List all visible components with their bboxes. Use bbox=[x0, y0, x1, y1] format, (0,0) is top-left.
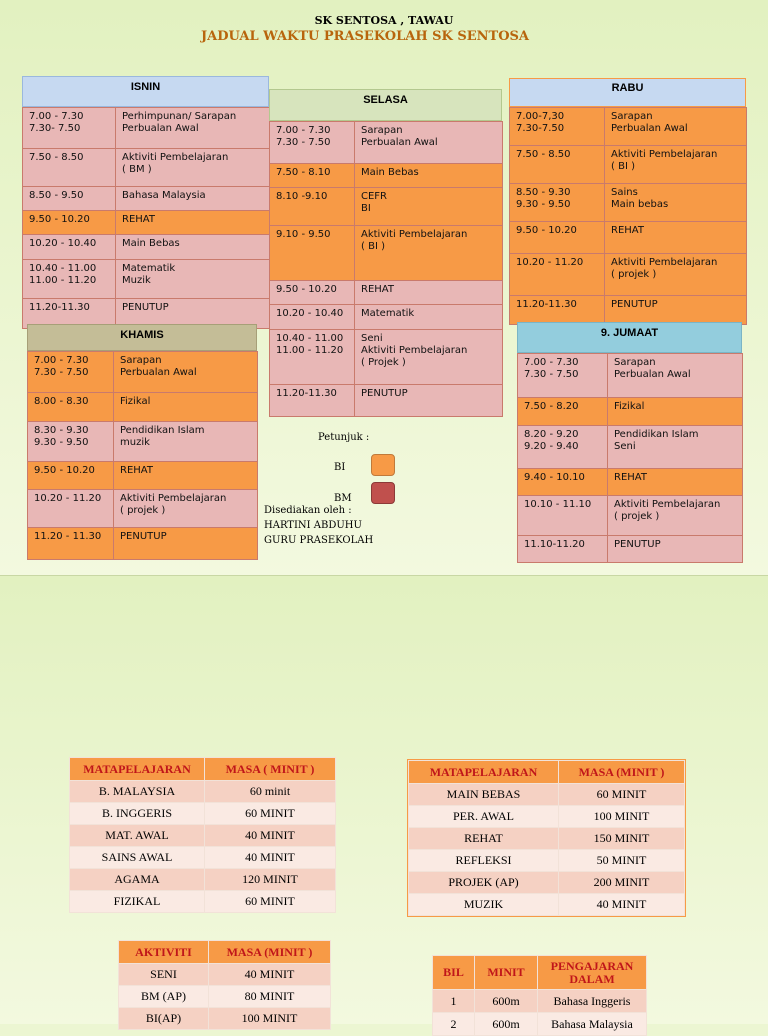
table-cell: 150 MINIT bbox=[559, 828, 685, 850]
column-header: MASA ( MINIT ) bbox=[205, 758, 336, 781]
activity-cell: Aktiviti Pembelajaran ( projek ) bbox=[114, 490, 258, 528]
table-row bbox=[409, 806, 685, 828]
table-cell: MAT. AWAL bbox=[70, 825, 205, 847]
schedule-row bbox=[270, 385, 503, 417]
time-cell: 10.40 - 11.00 11.00 - 11.20 bbox=[23, 260, 116, 299]
schedule-row bbox=[28, 352, 258, 393]
column-header: MASA (MINIT ) bbox=[559, 761, 685, 784]
header-row bbox=[70, 758, 336, 781]
day-header-jumaat bbox=[517, 322, 742, 353]
page-title: JADUAL WAKTU PRASEKOLAH SK SENTOSA bbox=[200, 29, 530, 44]
teacher-name: HARTINI ABDUHU bbox=[264, 520, 362, 531]
time-cell: 11.10-11.20 bbox=[518, 536, 608, 563]
column-header: MINIT bbox=[475, 956, 538, 990]
schedule-row bbox=[270, 330, 503, 385]
table-row bbox=[409, 894, 685, 916]
table-row bbox=[433, 990, 647, 1013]
header-row bbox=[409, 761, 685, 784]
time-cell: 10.40 - 11.00 11.00 - 11.20 bbox=[270, 330, 355, 385]
time-cell: 7.50 - 8.10 bbox=[270, 164, 355, 188]
activity-cell: PENUTUP bbox=[114, 528, 258, 560]
table-cell: 1 bbox=[433, 990, 475, 1013]
schedule-row bbox=[518, 354, 743, 398]
activity-cell: CEFR BI bbox=[355, 188, 503, 226]
table-cell: 120 MINIT bbox=[205, 869, 336, 891]
time-cell: 10.20 - 10.40 bbox=[270, 305, 355, 330]
table-cell: Bahasa Inggeris bbox=[538, 990, 647, 1013]
table-cell: 40 MINIT bbox=[205, 825, 336, 847]
activity-cell: Fizikal bbox=[608, 398, 743, 426]
time-cell: 8.00 - 8.30 bbox=[28, 393, 114, 422]
table-cell: 600m bbox=[475, 990, 538, 1013]
schedule-row bbox=[270, 164, 503, 188]
activity-cell: Sarapan Perbualan Awal bbox=[605, 108, 747, 146]
table-cell: BM (AP) bbox=[119, 986, 209, 1008]
time-cell: 7.50 - 8.50 bbox=[510, 146, 605, 184]
school-name: SK SENTOSA , TAWAU bbox=[314, 14, 454, 27]
activity-cell: REHAT bbox=[605, 222, 747, 254]
time-cell: 11.20-11.30 bbox=[270, 385, 355, 417]
table-cell: BI(AP) bbox=[119, 1008, 209, 1030]
header-row bbox=[433, 956, 647, 990]
schedule-row bbox=[518, 426, 743, 469]
activity-cell: Matematik Muzik bbox=[116, 260, 270, 299]
schedule-row bbox=[23, 108, 270, 149]
day-name: RABU bbox=[611, 82, 644, 94]
table-cell: PROJEK (AP) bbox=[409, 872, 559, 894]
legend-bi-swatch bbox=[371, 454, 395, 476]
time-cell: 7.50 - 8.20 bbox=[518, 398, 608, 426]
day-name: 9. JUMAAT bbox=[600, 327, 659, 339]
table-cell: 40 MINIT bbox=[205, 847, 336, 869]
time-cell: 7.00 - 7.30 7.30 - 7.50 bbox=[518, 354, 608, 398]
table-row bbox=[119, 964, 331, 986]
schedule-rabu bbox=[509, 107, 747, 325]
schedule-row bbox=[510, 184, 747, 222]
time-cell: 10.20 - 11.20 bbox=[510, 254, 605, 296]
column-header: BIL bbox=[433, 956, 475, 990]
activity-cell: Sains Main bebas bbox=[605, 184, 747, 222]
activity-cell: Aktiviti Pembelajaran ( projek ) bbox=[605, 254, 747, 296]
activity-cell: Pendidikan Islam muzik bbox=[114, 422, 258, 462]
table-cell: 200 MINIT bbox=[559, 872, 685, 894]
time-cell: 10.20 - 10.40 bbox=[23, 235, 116, 260]
day-header-isnin bbox=[22, 76, 269, 107]
schedule-row bbox=[28, 422, 258, 462]
schedule-row bbox=[23, 235, 270, 260]
time-cell: 10.20 - 11.20 bbox=[28, 490, 114, 528]
header-row bbox=[119, 941, 331, 964]
schedule-row bbox=[518, 398, 743, 426]
table-cell: 100 MINIT bbox=[209, 1008, 331, 1030]
activity-cell: Aktiviti Pembelajaran ( BI ) bbox=[605, 146, 747, 184]
activity-cell: Pendidikan Islam Seni bbox=[608, 426, 743, 469]
time-cell: 11.20-11.30 bbox=[510, 296, 605, 325]
time-cell: 8.50 - 9.30 9.30 - 9.50 bbox=[510, 184, 605, 222]
schedule-row bbox=[28, 462, 258, 490]
time-cell: 8.50 - 9.50 bbox=[23, 187, 116, 211]
time-cell: 8.20 - 9.20 9.20 - 9.40 bbox=[518, 426, 608, 469]
table-cell: 50 MINIT bbox=[559, 850, 685, 872]
schedule-row bbox=[28, 528, 258, 560]
activity-cell: Aktiviti Pembelajaran ( BM ) bbox=[116, 149, 270, 187]
schedule-row bbox=[23, 149, 270, 187]
column-header: PENGAJARAN DALAM bbox=[538, 956, 647, 990]
day-name: SELASA bbox=[363, 94, 408, 106]
legend-bm-label: BM bbox=[334, 493, 352, 504]
table-row bbox=[70, 869, 336, 891]
schedule-row bbox=[270, 305, 503, 330]
time-cell: 7.00 - 7.30 7.30 - 7.50 bbox=[28, 352, 114, 393]
table-cell: 60 MINIT bbox=[559, 784, 685, 806]
time-cell: 7.00 - 7.30 7.30 - 7.50 bbox=[270, 122, 355, 164]
activity-cell: Bahasa Malaysia bbox=[116, 187, 270, 211]
legend-bm-swatch bbox=[371, 482, 395, 504]
schedule-row bbox=[23, 211, 270, 235]
schedule-row bbox=[510, 296, 747, 325]
activity-cell: Sarapan Perbualan Awal bbox=[355, 122, 503, 164]
schedule-isnin bbox=[22, 107, 270, 329]
schedule-row bbox=[270, 188, 503, 226]
day-header-selasa bbox=[269, 89, 502, 121]
table-cell: SENI bbox=[119, 964, 209, 986]
activity-cell: Matematik bbox=[355, 305, 503, 330]
legend-title: Petunjuk : bbox=[318, 432, 370, 443]
activity-cell: REHAT bbox=[116, 211, 270, 235]
table-cell: 80 MINIT bbox=[209, 986, 331, 1008]
legend-bi-label: BI bbox=[334, 462, 346, 473]
table-cell: 100 MINIT bbox=[559, 806, 685, 828]
table-cell: 60 minit bbox=[205, 781, 336, 803]
column-header: MATAPELAJARAN bbox=[70, 758, 205, 781]
table-cell: MUZIK bbox=[409, 894, 559, 916]
table-row bbox=[119, 986, 331, 1008]
time-cell: 7.50 - 8.50 bbox=[23, 149, 116, 187]
time-cell: 10.10 - 11.10 bbox=[518, 496, 608, 536]
schedule-row bbox=[23, 260, 270, 299]
schedule-row bbox=[518, 536, 743, 563]
activity-cell: Fizikal bbox=[114, 393, 258, 422]
schedule-row bbox=[270, 122, 503, 164]
schedule-row bbox=[518, 496, 743, 536]
activity-cell: Sarapan Perbualan Awal bbox=[114, 352, 258, 393]
table-cell: 40 MINIT bbox=[209, 964, 331, 986]
time-cell: 8.30 - 9.30 9.30 - 9.50 bbox=[28, 422, 114, 462]
time-cell: 9.40 - 10.10 bbox=[518, 469, 608, 496]
time-cell: 7.00 - 7.30 7.30- 7.50 bbox=[23, 108, 116, 149]
prepared-by-label: Disediakan oleh : bbox=[264, 505, 352, 516]
activity-cell: PENUTUP bbox=[355, 385, 503, 417]
day-name: KHAMIS bbox=[120, 329, 164, 341]
table-cell: 600m bbox=[475, 1013, 538, 1036]
schedule-jumaat bbox=[517, 353, 743, 563]
table-cell: REHAT bbox=[409, 828, 559, 850]
table-row bbox=[70, 803, 336, 825]
table-row bbox=[409, 784, 685, 806]
table-cell: 60 MINIT bbox=[205, 891, 336, 913]
schedule-row bbox=[28, 393, 258, 422]
table-row bbox=[70, 781, 336, 803]
time-cell: 9.10 - 9.50 bbox=[270, 226, 355, 281]
schedule-row bbox=[510, 254, 747, 296]
table-cell: SAINS AWAL bbox=[70, 847, 205, 869]
summary-slide bbox=[0, 576, 768, 1031]
schedule-row bbox=[518, 469, 743, 496]
table-cell: 2 bbox=[433, 1013, 475, 1036]
schedule-row bbox=[510, 146, 747, 184]
activity-cell: PENUTUP bbox=[605, 296, 747, 325]
table-cell: AGAMA bbox=[70, 869, 205, 891]
table-row bbox=[70, 825, 336, 847]
time-cell: 7.00-7,30 7.30-7.50 bbox=[510, 108, 605, 146]
aktiviti-table bbox=[118, 940, 331, 1030]
activity-cell: REHAT bbox=[355, 281, 503, 305]
day-header-khamis bbox=[27, 324, 257, 351]
table-row bbox=[409, 850, 685, 872]
activity-cell: REHAT bbox=[608, 469, 743, 496]
day-name: ISNIN bbox=[130, 81, 161, 93]
column-header: MATAPELAJARAN bbox=[409, 761, 559, 784]
table-cell: B. INGGERIS bbox=[70, 803, 205, 825]
day-header-rabu bbox=[509, 78, 746, 107]
activity-cell: Main Bebas bbox=[116, 235, 270, 260]
schedule-row bbox=[23, 187, 270, 211]
time-cell: 9.50 - 10.20 bbox=[23, 211, 116, 235]
activity-cell: REHAT bbox=[114, 462, 258, 490]
table-cell: MAIN BEBAS bbox=[409, 784, 559, 806]
table-cell: FIZIKAL bbox=[70, 891, 205, 913]
table-row bbox=[409, 828, 685, 850]
activity-cell: Sarapan Perbualan Awal bbox=[608, 354, 743, 398]
schedule-khamis bbox=[27, 351, 258, 560]
table-cell: REFLEKSI bbox=[409, 850, 559, 872]
activity-cell: Perhimpunan/ Sarapan Perbualan Awal bbox=[116, 108, 270, 149]
column-header: AKTIVITI bbox=[119, 941, 209, 964]
schedule-row bbox=[270, 281, 503, 305]
activity-cell: Aktiviti Pembelajaran ( BI ) bbox=[355, 226, 503, 281]
table-cell: Bahasa Malaysia bbox=[538, 1013, 647, 1036]
table-cell: 40 MINIT bbox=[559, 894, 685, 916]
teacher-role: GURU PRASEKOLAH bbox=[264, 535, 374, 546]
activities-table bbox=[408, 760, 685, 916]
activity-cell: PENUTUP bbox=[608, 536, 743, 563]
time-cell: 11.20 - 11.30 bbox=[28, 528, 114, 560]
time-cell: 9.50 - 10.20 bbox=[28, 462, 114, 490]
table-cell: PER. AWAL bbox=[409, 806, 559, 828]
table-row bbox=[70, 847, 336, 869]
activity-cell: Seni Aktiviti Pembelajaran ( Projek ) bbox=[355, 330, 503, 385]
schedule-row bbox=[510, 108, 747, 146]
table-row bbox=[70, 891, 336, 913]
time-cell: 11.20-11.30 bbox=[23, 299, 116, 329]
table-row bbox=[409, 872, 685, 894]
time-cell: 9.50 - 10.20 bbox=[270, 281, 355, 305]
schedule-row bbox=[270, 226, 503, 281]
table-row bbox=[433, 1013, 647, 1036]
activity-cell: PENUTUP bbox=[116, 299, 270, 329]
schedule-row bbox=[28, 490, 258, 528]
table-cell: 60 MINIT bbox=[205, 803, 336, 825]
activity-cell: Main Bebas bbox=[355, 164, 503, 188]
column-header: MASA (MINIT ) bbox=[209, 941, 331, 964]
schedule-selasa bbox=[269, 121, 503, 417]
activity-cell: Aktiviti Pembelajaran ( projek ) bbox=[608, 496, 743, 536]
schedule-row bbox=[510, 222, 747, 254]
table-row bbox=[119, 1008, 331, 1030]
time-cell: 9.50 - 10.20 bbox=[510, 222, 605, 254]
time-cell: 8.10 -9.10 bbox=[270, 188, 355, 226]
table-cell: B. MALAYSIA bbox=[70, 781, 205, 803]
subjects-table bbox=[69, 757, 336, 913]
